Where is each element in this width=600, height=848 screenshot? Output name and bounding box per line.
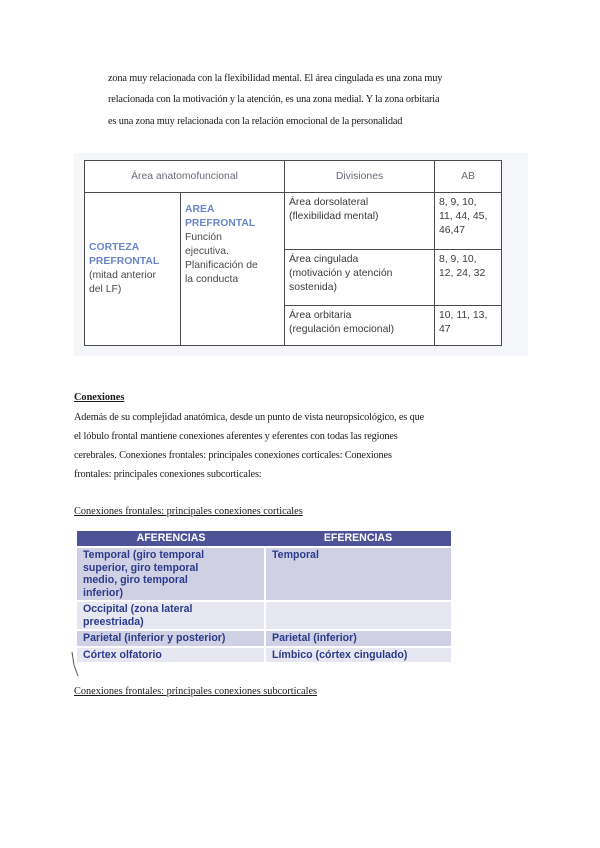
table-row [77,630,451,647]
ab-orbitaria: 10, 11, 13, 47 [435,306,502,346]
corteza-prefrontal-cell [85,193,181,346]
intro-line: es una zona muy relacionada con la relación emocional de la personalidad [108,115,403,127]
table-row [77,547,451,601]
subtitle-subcortical: Conexiones frontales: principales conexiones subcorticales [74,686,318,697]
division-dorsolateral: Área dorsolateral (flexibilidad mental) [285,193,435,250]
header-area-anatomofuncional: Área anatomofuncional [85,161,285,193]
header-eferencias: EFERENCIAS [265,531,451,547]
section-body [74,408,514,484]
area-prefrontal-cell [181,193,285,346]
body-line: el lóbulo frontal mantiene conexiones aferentes y eferentes con todas las regiones [74,431,398,442]
body-line: cerebrales. Conexiones frontales: principales conexiones corticales: Conexiones [74,450,392,461]
eferencia-cell: Límbico (córtex cingulado) [265,647,451,664]
connections-table [77,531,451,664]
area-subtitle: Función ejecutiva. Planificación de la conducta [185,232,258,285]
division-cingulada: Área cingulada (motivación y atención sostenida) [285,250,435,306]
corteza-subtitle: (mitad anterior del LF) [89,270,156,295]
header-divisiones: Divisiones [285,161,435,193]
intro-line: relacionada con la motivación y la atención, es una zona medial. Y la zona orbitaria [108,94,440,106]
eferencia-cell: Parietal (inferior) [265,630,451,647]
header-ab: AB [435,161,502,193]
aferencia-cell: Parietal (inferior y posterior) [77,630,265,647]
header-aferencias: AFERENCIAS [77,531,265,547]
intro-line: zona muy relacionada con la flexibilidad mental. El área cingulada es una zona muy [108,73,443,84]
eferencia-cell: Temporal [265,547,451,601]
intro-paragraph [108,68,508,132]
aferencia-cell: Occipital (zona lateral preestriada) [77,601,265,630]
subtitle-cortical: Conexiones frontales: principales conexiones corticales [74,506,303,517]
division-orbitaria: Área orbitaria (regulación emocional) [285,306,435,346]
ab-dorsolateral: 8, 9, 10, 11, 44, 45, 46,47 [435,193,502,250]
aferencia-cell: Temporal (giro temporal superior, giro temporal medio, giro temporal inferior) [77,547,265,601]
prefrontal-table-image [74,153,528,356]
area-title: AREA PREFRONTAL [185,204,256,229]
table-row [77,647,451,664]
eferencia-cell [265,601,451,630]
body-line: frontales: principales conexiones subcorticales: [74,469,262,480]
prefrontal-table [84,160,502,346]
aferencia-cell: Córtex olfatorio [77,647,265,664]
table-row [77,601,451,630]
body-line: Además de su complejidad anatómica, desde un punto de vista neuropsicológico, es que [74,412,424,423]
corteza-title: CORTEZA PREFRONTAL [89,242,160,267]
scan-mark [70,651,80,677]
ab-cingulada: 8, 9, 10, 12, 24, 32 [435,250,502,306]
section-title: Conexiones [74,392,125,403]
